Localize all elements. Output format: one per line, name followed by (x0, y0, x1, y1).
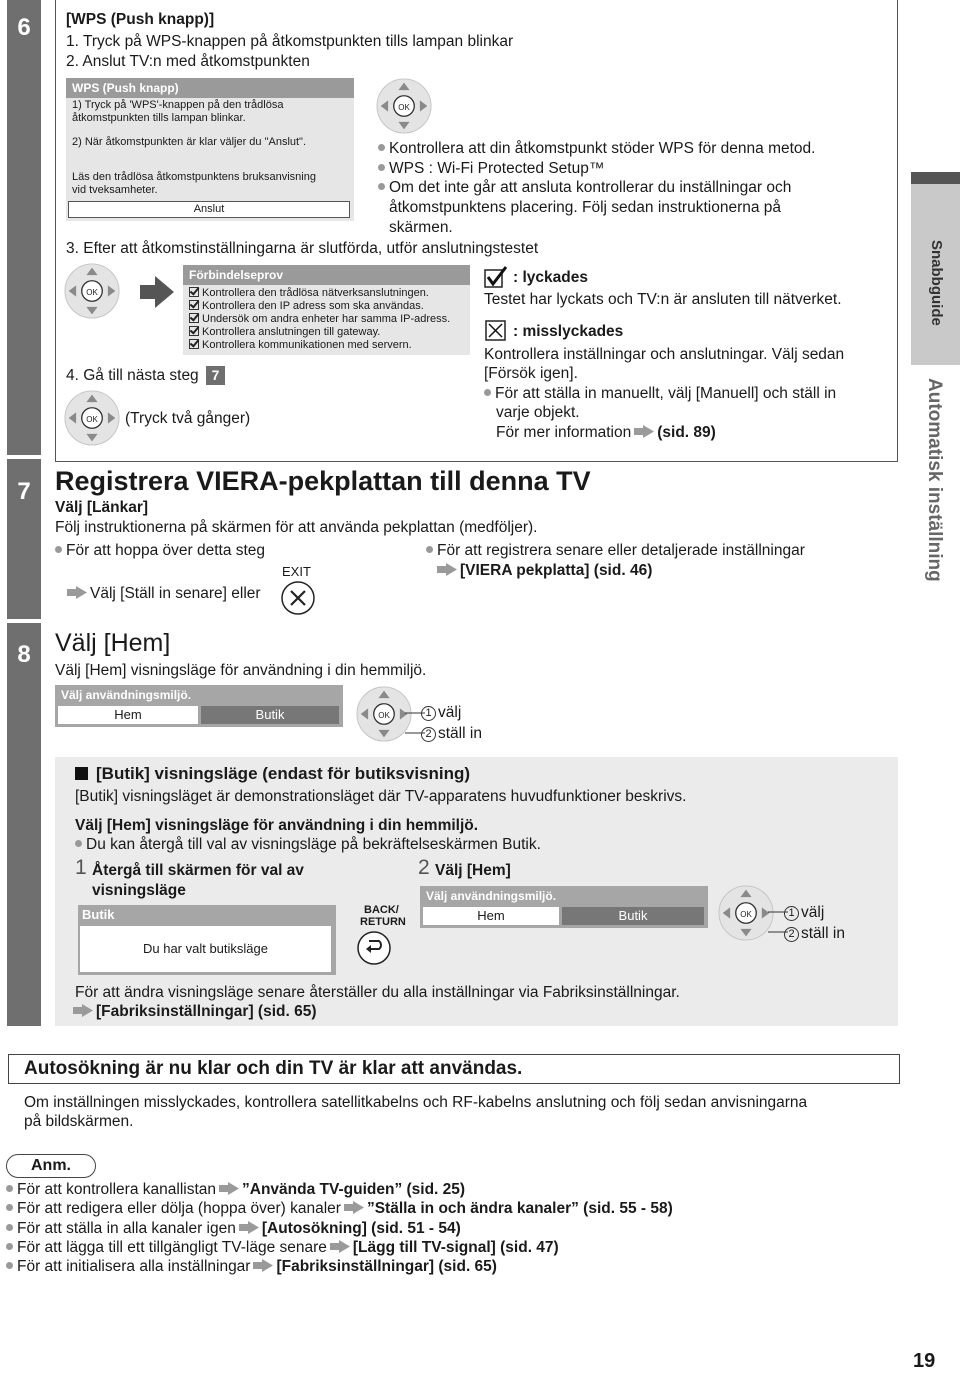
wps-title: [WPS (Push knapp)] (66, 11, 215, 28)
wps-note-2: WPS : Wi-Fi Protected Setup™ (378, 159, 604, 179)
viera-ref: [VIERA pekplatta] (sid. 46) (434, 561, 652, 581)
sub1-num: 1 (75, 856, 87, 879)
fail-text: varje objekt. (496, 404, 580, 421)
connection-test-item: Kontrollera den IP adress som ska användas. (189, 300, 424, 313)
arrow-icon (73, 1004, 93, 1017)
connection-test-header: Förbindelseprov (183, 265, 470, 285)
wps-note-3b: åtkomstpunktens placering. Följ sedan instruktionerna på (389, 199, 782, 216)
arrow-icon (344, 1201, 364, 1214)
back-label: BACK/ (364, 904, 399, 916)
tab-auto-label: Automatisk inställning (924, 378, 945, 582)
success-text: Testet har lyckats och TV:n är ansluten till nätverket. (484, 291, 842, 308)
butik-panel-header: Butik (82, 907, 115, 922)
ok-pad-icon (64, 390, 120, 446)
shop-option[interactable]: Butik (201, 706, 339, 724)
sub1-text: visningsläge (92, 882, 186, 899)
env-panel-header: Välj användningsmiljö. (61, 688, 192, 702)
big-arrow-icon (140, 276, 174, 308)
home-bullet: Du kan återgå till val av visningsläge på bekräftelseskärmen Butik. (75, 835, 541, 855)
ok-pad-icon (718, 885, 774, 941)
factory-text: För att ändra visningsläge senare återställer du alla inställningar via Fabriksinställningar. (75, 984, 680, 1001)
fail-label: : misslyckades (513, 323, 624, 340)
exit-label: EXIT (282, 564, 311, 579)
wps-panel-line: Läs den trådlösa åtkomstpunktens bruksanvisning (72, 171, 316, 183)
step-7-sub: Välj [Länkar] (55, 499, 149, 516)
arrow-icon (437, 563, 457, 576)
page-number: 19 (913, 1350, 936, 1372)
tab-auto (911, 370, 960, 590)
anm-item: För att redigera eller dölja (hoppa över) kanaler ”Ställa in och ändra kanaler” (sid. 55 - 58) (6, 1199, 673, 1219)
svg-text:OK: OK (86, 288, 98, 297)
fail-bullet: För att ställa in manuellt, välj [Manuell] och ställ in (484, 384, 836, 404)
fail-text: [Försök igen]. (484, 365, 578, 382)
wps-panel-line: 2) När åtkomstpunkten är klar väljer du "Anslut". (72, 136, 307, 148)
return-label: RETURN (360, 916, 406, 928)
wps-step-2: 2. Anslut TV:n med åtkomstpunkten (66, 53, 310, 70)
svg-text:OK: OK (86, 415, 98, 424)
anm-item: För att ställa in alla kanaler igen [Autosökning] (sid. 51 - 54) (6, 1219, 461, 1239)
anm-item: För att initialisera alla inställningar [Fabriksinställningar] (sid. 65) (6, 1257, 497, 1277)
success-label: : lyckades (513, 269, 588, 286)
connection-test-item: Kontrollera anslutningen till gateway. (189, 326, 380, 339)
env-panel-header: Välj användningsmiljö. (426, 889, 557, 903)
svg-text:OK: OK (378, 711, 390, 720)
shop-option[interactable]: Butik (562, 907, 704, 925)
step-7-number: 7 (17, 478, 31, 505)
env-panel (55, 685, 343, 727)
step-4-text: 4. Gå till nästa steg 7 (66, 366, 225, 386)
fail-more: För mer information (sid. 89) (496, 424, 716, 441)
arrow-icon (634, 425, 654, 438)
ok-pad-icon (356, 686, 412, 742)
tab-snabbguide (911, 172, 960, 365)
sub2-text: Välj [Hem] (435, 862, 511, 879)
step-7-title: Registrera VIERA-pekplattan till denna TV (55, 466, 591, 496)
wps-step-1: 1. Tryck på WPS-knappen på åtkomstpunkten tills lampan blinkar (66, 33, 514, 50)
done-text: på bildskärmen. (24, 1113, 134, 1130)
set-label: 2 ställ in (784, 924, 845, 944)
anslut-button[interactable]: Anslut (68, 201, 350, 218)
checkbox-x-icon (484, 319, 508, 343)
ok-pad-icon (376, 78, 432, 134)
tab-snabbguide-label: Snabbguide (928, 240, 945, 326)
checkbox-checked-icon (484, 265, 508, 289)
wps-note-1: Kontrollera att din åtkomstpunkt stöder WPS för denna metod. (378, 139, 815, 159)
arrow-icon (330, 1240, 350, 1253)
set-label: 2 ställ in (421, 724, 482, 744)
step-3-text: 3. Efter att åtkomstinställningarna är slutförda, utför anslutningstestet (66, 240, 539, 257)
home-option[interactable]: Hem (423, 907, 559, 925)
butik-panel (78, 905, 336, 975)
wps-note-3: Om det inte går att ansluta kontrollerar du inställningar och (378, 178, 791, 198)
register-bullet: För att registrera senare eller detaljerade inställningar (426, 541, 805, 561)
shop-title: [Butik] visningsläge (endast för butiksvisning) (75, 764, 470, 784)
factory-ref: [Fabriksinställningar] (sid. 65) (70, 1002, 317, 1022)
ok-pad-icon (64, 263, 120, 319)
svg-text:OK: OK (740, 910, 752, 919)
arrow-icon (67, 586, 87, 599)
connection-test-item: Undersök om andra enheter har samma IP-adress. (189, 313, 450, 326)
arrow-icon (253, 1259, 273, 1272)
wps-note-3c: skärmen. (389, 219, 453, 236)
connection-test-item: Kontrollera den trådlösa nätverksanslutningen. (189, 287, 429, 300)
press-twice-text: (Tryck två gånger) (125, 410, 251, 427)
wps-panel-header: WPS (Push knapp) (66, 78, 354, 98)
connection-test-panel (183, 265, 470, 355)
anm-label: Anm. (6, 1154, 96, 1178)
sub1-text: Återgå till skärmen för val av (92, 862, 304, 879)
env-panel-2 (420, 886, 708, 928)
arrow-icon (219, 1182, 239, 1195)
skip-bullet: För att hoppa över detta steg (55, 541, 265, 561)
wps-panel (66, 78, 354, 221)
step-4-badge: 7 (206, 366, 225, 385)
step-8-desc: Välj [Hem] visningsläge för användning i din hemmiljö. (55, 662, 427, 679)
sub2-num: 2 (418, 856, 430, 879)
arrow-icon (239, 1221, 259, 1234)
anm-item: För att kontrollera kanallistan ”Använda TV-guiden” (sid. 25) (6, 1180, 465, 1200)
done-title-box: Autosökning är nu klar och din TV är klar att användas. (8, 1054, 900, 1084)
wps-panel-line: åtkomstpunkten tills lampan blinkar. (72, 112, 246, 124)
ok-label: OK (398, 103, 410, 112)
step-8-number: 8 (17, 641, 31, 668)
fail-text: Kontrollera inställningar och anslutningar. Välj sedan (484, 346, 845, 363)
home-bold: Välj [Hem] visningsläge för användning i din hemmiljö. (75, 817, 479, 834)
butik-panel-msg: Du har valt butiksläge (80, 926, 331, 972)
step-6-bar (7, 0, 41, 455)
done-text: Om inställningen misslyckades, kontrollera satellitkabelns och RF-kabelns anslutning och följ sedan anvisningarna (24, 1094, 808, 1111)
wps-panel-line: 1) Tryck på 'WPS'-knappen på den trådlösa (72, 99, 284, 111)
exit-button-icon (280, 580, 316, 616)
wps-panel-line: vid tveksamheter. (72, 184, 158, 196)
connection-test-item: Kontrollera kommunikationen med servern. (189, 339, 412, 352)
choose-label: 1 välj (784, 903, 824, 923)
step-8-title: Välj [Hem] (55, 629, 171, 657)
anm-item: För att lägga till ett tillgängligt TV-läge senare [Lägg till TV-signal] (sid. 47) (6, 1238, 559, 1258)
choose-label: 1 välj (421, 703, 461, 723)
back-button-icon (356, 930, 392, 966)
shop-desc: [Butik] visningsläget är demonstrationsläget där TV-apparatens huvudfunktioner beskrivs. (75, 788, 687, 805)
step-8-bar (7, 623, 41, 1026)
step-7-desc: Följ instruktionerna på skärmen för att använda pekplattan (medföljer). (55, 519, 538, 536)
step-6-number: 6 (17, 14, 31, 41)
later-text: Välj [Ställ in senare] eller (64, 584, 261, 604)
home-option[interactable]: Hem (58, 706, 198, 724)
